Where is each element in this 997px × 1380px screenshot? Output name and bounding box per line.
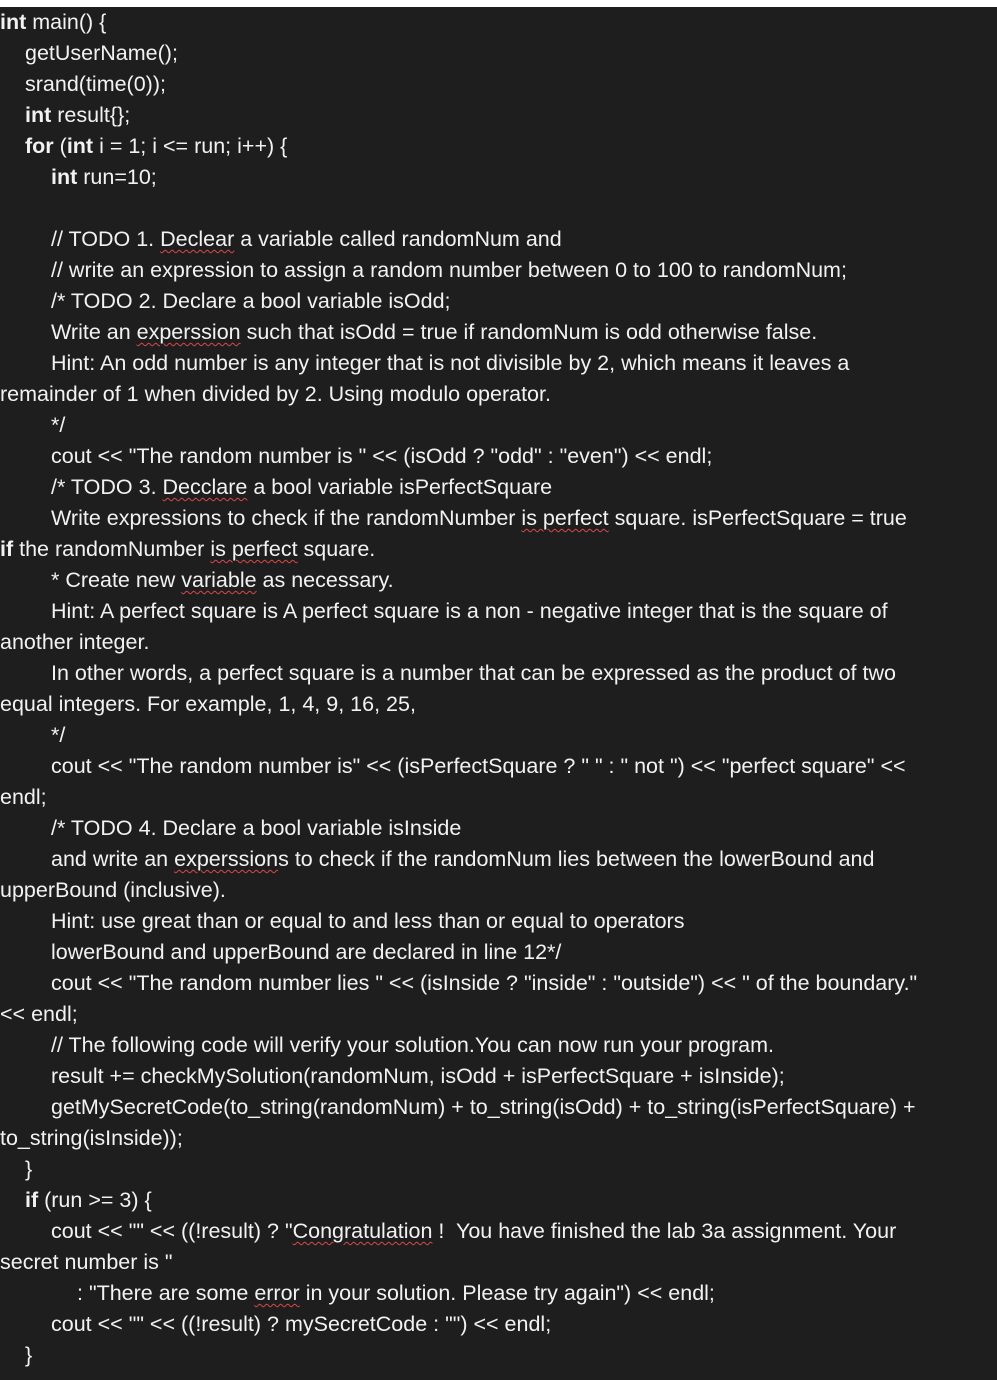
code-line: Hint: A perfect square is A perfect square is a non - negative integer that is the square of bbox=[51, 599, 888, 623]
code-line: : "There are some error in your solution. Please try again") << endl; bbox=[77, 1281, 715, 1305]
code-line: cout << "The random number lies " << (isInside ? "inside" : "outside") << " of the boundary." bbox=[51, 971, 918, 995]
code-line: result += checkMySolution(randomNum, isOdd + isPerfectSquare + isInside); bbox=[51, 1064, 785, 1088]
code-line: // write an expression to assign a random number between 0 to 100 to randomNum; bbox=[51, 258, 847, 282]
code-line: } bbox=[25, 1157, 33, 1181]
code-line: getMySecretCode(to_string(randomNum) + to_string(isOdd) + to_string(isPerfectSquare) + bbox=[51, 1095, 916, 1119]
code-line: cout << "The random number is" << (isPerfectSquare ? " " : " not ") << "perfect square" << bbox=[51, 754, 906, 778]
code-line: endl; bbox=[0, 785, 47, 809]
code-line: cout << "The random number is " << (isOdd ? "odd" : "even") << endl; bbox=[51, 444, 713, 468]
code-line: << endl; bbox=[0, 1002, 78, 1026]
code-line: /* TODO 4. Declare a bool variable isInside bbox=[51, 816, 462, 840]
code-line: Write an experssion such that isOdd = true if randomNum is odd otherwise false. bbox=[51, 320, 818, 344]
code-line: * Create new variable as necessary. bbox=[51, 568, 394, 592]
code-line: // TODO 1. Declear a variable called randomNum and bbox=[51, 227, 562, 251]
code-line: Write expressions to check if the randomNumber is perfect square. isPerfectSquare = true bbox=[51, 506, 907, 530]
code-line: equal integers. For example, 1, 4, 9, 16, 25, bbox=[0, 692, 416, 716]
code-line: int main() { bbox=[0, 10, 107, 34]
code-line: and write an experssions to check if the randomNum lies between the lowerBound and bbox=[51, 847, 875, 871]
code-line: In other words, a perfect square is a number that can be expressed as the product of two bbox=[51, 661, 896, 685]
code-line: } bbox=[25, 1343, 33, 1367]
code-line: // The following code will verify your solution.You can now run your program. bbox=[51, 1033, 775, 1057]
code-line: /* TODO 3. Decclare a bool variable isPerfectSquare bbox=[51, 475, 553, 499]
code-line: if (run >= 3) { bbox=[25, 1188, 152, 1212]
code-block bbox=[0, 7, 997, 1380]
code-line: secret number is " bbox=[0, 1250, 173, 1274]
code-line: cout << "" << ((!result) ? "Congratulation ! You have finished the lab 3a assignment. Your bbox=[51, 1219, 897, 1243]
code-line: */ bbox=[51, 723, 66, 747]
code-line: lowerBound and upperBound are declared in line 12*/ bbox=[51, 940, 562, 964]
code-line: if the randomNumber is perfect square. bbox=[0, 537, 376, 561]
code-line: Hint: use great than or equal to and less than or equal to operators bbox=[51, 909, 685, 933]
code-line: srand(time(0)); bbox=[25, 72, 166, 96]
code-line: Hint: An odd number is any integer that is not divisible by 2, which means it leaves a bbox=[51, 351, 850, 375]
code-line: /* TODO 2. Declare a bool variable isOdd; bbox=[51, 289, 451, 313]
code-line: remainder of 1 when divided by 2. Using modulo operator. bbox=[0, 382, 551, 406]
code-line: another integer. bbox=[0, 630, 150, 654]
code-line: getUserName(); bbox=[25, 41, 178, 65]
code-line: for (int i = 1; i <= run; i++) { bbox=[25, 134, 288, 158]
code-line: int result{}; bbox=[25, 103, 131, 127]
code-line: */ bbox=[51, 413, 66, 437]
code-line: upperBound (inclusive). bbox=[0, 878, 226, 902]
code-line: to_string(isInside)); bbox=[0, 1126, 183, 1150]
code-line: cout << "" << ((!result) ? mySecretCode : "") << endl; bbox=[51, 1312, 552, 1336]
code-line: int run=10; bbox=[51, 165, 157, 189]
